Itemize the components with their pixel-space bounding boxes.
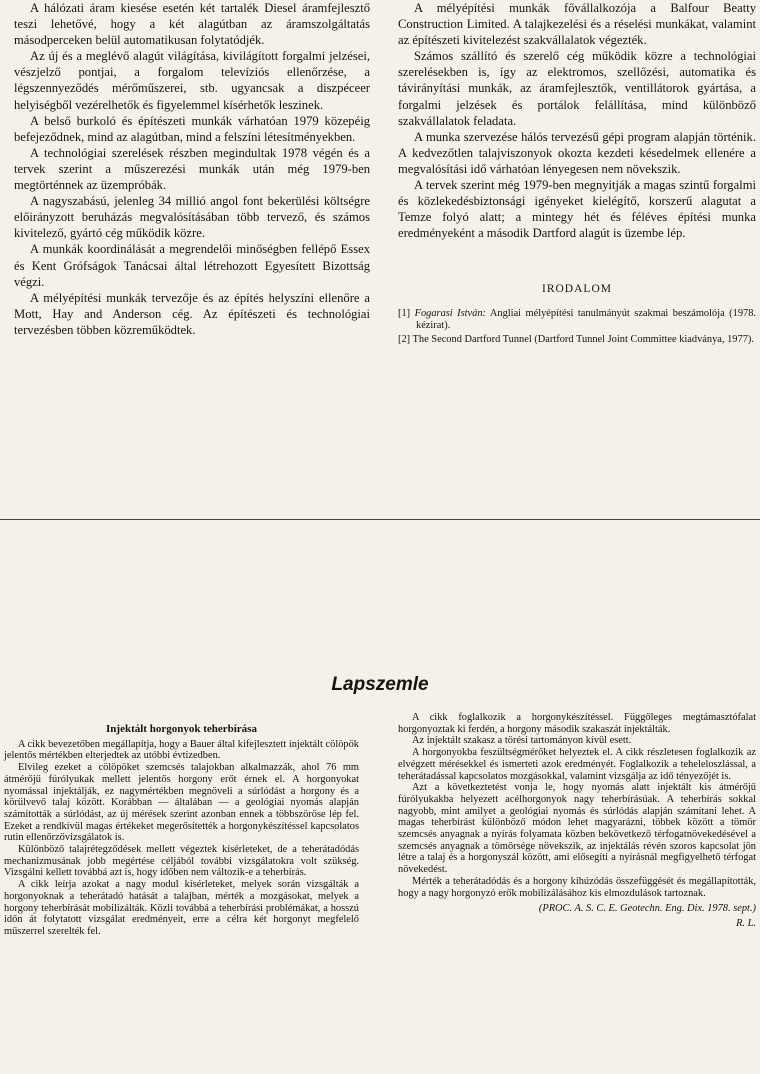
paragraph: A nagyszabású, jelenleg 34 millió angol font bekerülési költségre előirányzott beruházás megvalósításában több tervező, és számos kivitelező, gyártó cég működik közre. [14, 194, 370, 241]
references-heading: IRODALOM [542, 283, 612, 296]
top-left-column [14, 0, 370, 338]
article-title: Injektált horgonyok teherbírása [106, 723, 257, 735]
paragraph: Mérték a teherátadódás és a horgony kihúzódás összefüggését és megállapították, hogy a nagy horgonyzó erők mobilizálásához kis elmozdulások tartoznak. [398, 875, 756, 899]
top-right-column [398, 0, 756, 347]
reference-author: Fogarasi István: [414, 307, 487, 319]
reference-text: The Second Dartford Tunnel (Dartford Tunnel Joint Committee kiadványa, 1977). [412, 333, 754, 345]
bottom-left-column [4, 724, 359, 938]
paragraph: A munka szervezése hálós tervezésű gépi program alapján történik. A kedvezőtlen talajviszonyok okozta kezdeti késedelmek ellenére a megvalósítási idő várhatóan lényegesen nem növekszik. [398, 129, 756, 176]
reference-item [398, 334, 756, 347]
paragraph: A mélyépítési munkák tervezője és az építés helyszíni ellenőre a Mott, Hay and Anderson cég. Az építészeti és technológiai tervezésben többen közreműködtek. [14, 290, 370, 337]
paragraph: A technológiai szerelések részben megindultak 1978 végén és a tervek szerint a műszerezési munkák után még 1979-ben megtörténnek az üzempróbák. [14, 145, 370, 193]
paragraph: Számos szállító és szerelő cég működik közre a technológiai szerelésekben is, így az elektromos, szellőzési, automatika és távirányítási munkák, az áramfejlesztők, ventillátorok gyártása, a forgalmi jelzések és portálok felállítása, mind különböző szakvállalatok feladata. [398, 49, 756, 128]
section-title: Lapszemle [331, 674, 429, 695]
paragraph: A cikk leírja azokat a nagy modul kísérleteket, melyek során vizsgálták a horgonyoknak a teherátadó hatását a talajban, mérték a mozgásokat, melyek a horgony teherbírását mobilizálták. Közli továbbá a teherbírási problémákat, a hosszú időn át folytatott vizsgálat eredményeit, erre a célra két horgonyt megfelelő műszerrel szerelték fel. [4, 879, 359, 937]
author-signature: R. L. [736, 917, 756, 929]
reference-item [398, 308, 756, 333]
section-divider [0, 519, 760, 520]
reference-text: Angliai mélyépítési tanulmányút szakmai beszámolója (1978. kézirat). [416, 307, 756, 332]
bottom-right-column [398, 712, 756, 930]
source-citation: (PROC. A. S. C. E. Geotechn. Eng. Dix. 1978. sept.) [538, 903, 756, 915]
paragraph: Az injektált szakasz a törési tartományon kívül esett. [412, 735, 632, 747]
paragraph: A horgonyokba feszültségmérőket helyeztek el. A cikk részletesen foglalkozik az elvégzett mérésekkel és ismerteti azok eredményét. Foglalkozik a teheleloszlással, a teherátadással kapcsolatos mozgásokkal, valamint vizsgálja az idő tényezőjét is. [398, 747, 756, 782]
paragraph: A munkák koordinálását a megrendelői minőségben fellépő Essex és Kent Grófságok Tanácsai által létrehozott Egyesített Bizottság végzi. [14, 242, 370, 289]
paragraph: A belső burkoló és építészeti munkák várhatóan 1979 közepéig befejeződnek, mind az alagútban, mind a felszíni létesítményekben. [14, 113, 370, 144]
paragraph: Az új és a meglévő alagút világítása, kivilágított forgalmi jelzései, vészjelző pontjai, a forgalom televíziós ellenőrzése, a légszennyeződés mérőműszerei, stb. ugyancsak a diszpéceer helyiségből vezérelhetők és figyelemmel kísérhetők leszinek. [14, 49, 370, 112]
paragraph: A cikk foglalkozik a horgonykészítéssel. Függőleges megtámasztófalat horgonyoztak ki ferdén, a horgony második szakaszát injektálták. [398, 712, 756, 735]
paragraph: Különböző talajrétegződések mellett végeztek kísérleteket, de a teherátadódás mechanizmusának jobb megértése céljából további vizsgálatokra volt szükség. Vizsgálni kellett továbbá azt is, hogy időben nem változik-e a teherbírás. [4, 844, 359, 879]
paragraph: A mélyépítési munkák fővállalkozója a Balfour Beatty Construction Limited. A talajkezelési és a réselési munkákat, valamint az építészeti kivitelezést szakvállalatok végezték. [398, 1, 756, 48]
paragraph: A tervek szerint még 1979-ben megnyitják a magas szintű forgalmi és közlekedésbiztonsági igényeket kielégítő, korszerű alagutat a Temze folyó alatt; a mintegy hét és féléves építési munka eredményeként a második Dartford alagút is üzembe lép. [398, 178, 756, 241]
paragraph: A hálózati áram kiesése esetén két tartalék Diesel áramfejlesztő teszi lehetővé, hogy a két alagútban az áramszolgáltatás másodperceken belül automatikusan folytatódjék. [14, 1, 370, 48]
reference-number: [2] [398, 333, 411, 345]
paragraph: Azt a következtetést vonja le, hogy nyomás alatt injektált kis átmérőjű fúrólyukakba helyezett acélhorgonyok nagy teherbírásúak. A teherbírás sokkal nagyobb, mint amilyet a geológiai nyomás és súrlódás alapján számítani lehet. A magas teherbírást különböző módon lehet magyarázni, többek között a tömör szemcsés anyagnak a nyírás folyamata közben bekövetkező térfogatnövekedésével a szemcsés anyagnak a tömörsége növekszik, az injektálás révén szoros kapcsolat jön létre a talaj és a horgonyszál között, ami elősegíti a nyírásnál megfigyelhető térfogat növekedést. [398, 782, 756, 876]
reference-number: [1] [398, 307, 411, 319]
paragraph: A cikk bevezetőben megállapítja, hogy a Bauer által kifejlesztett injektált cölöpök jelentős mértékben elterjedtek az utóbbi évtizedben. [4, 738, 359, 762]
paragraph: Elvileg ezeket a cölöpöket szemcsés talajokban alkalmazzák, ahol 76 mm átmérőjű fúrólyukak mellett jelentős horgony erőt érnek el. A horgonyokat nyomással injektálják, ez nagymértékben megnöveli a súrlódást a horgony és a körülvevő talaj között. Korábban — általában — a geológiai nyomás alapján számították a súrlódást, az új mérések szerint azonban ennek a többszöröse lép fel. Ezeket a rendkívül magas értékeket megerősítették a horgonykészítéssel kapcsolatos rutin ellenőrzővizsgálatok is. [4, 762, 359, 844]
